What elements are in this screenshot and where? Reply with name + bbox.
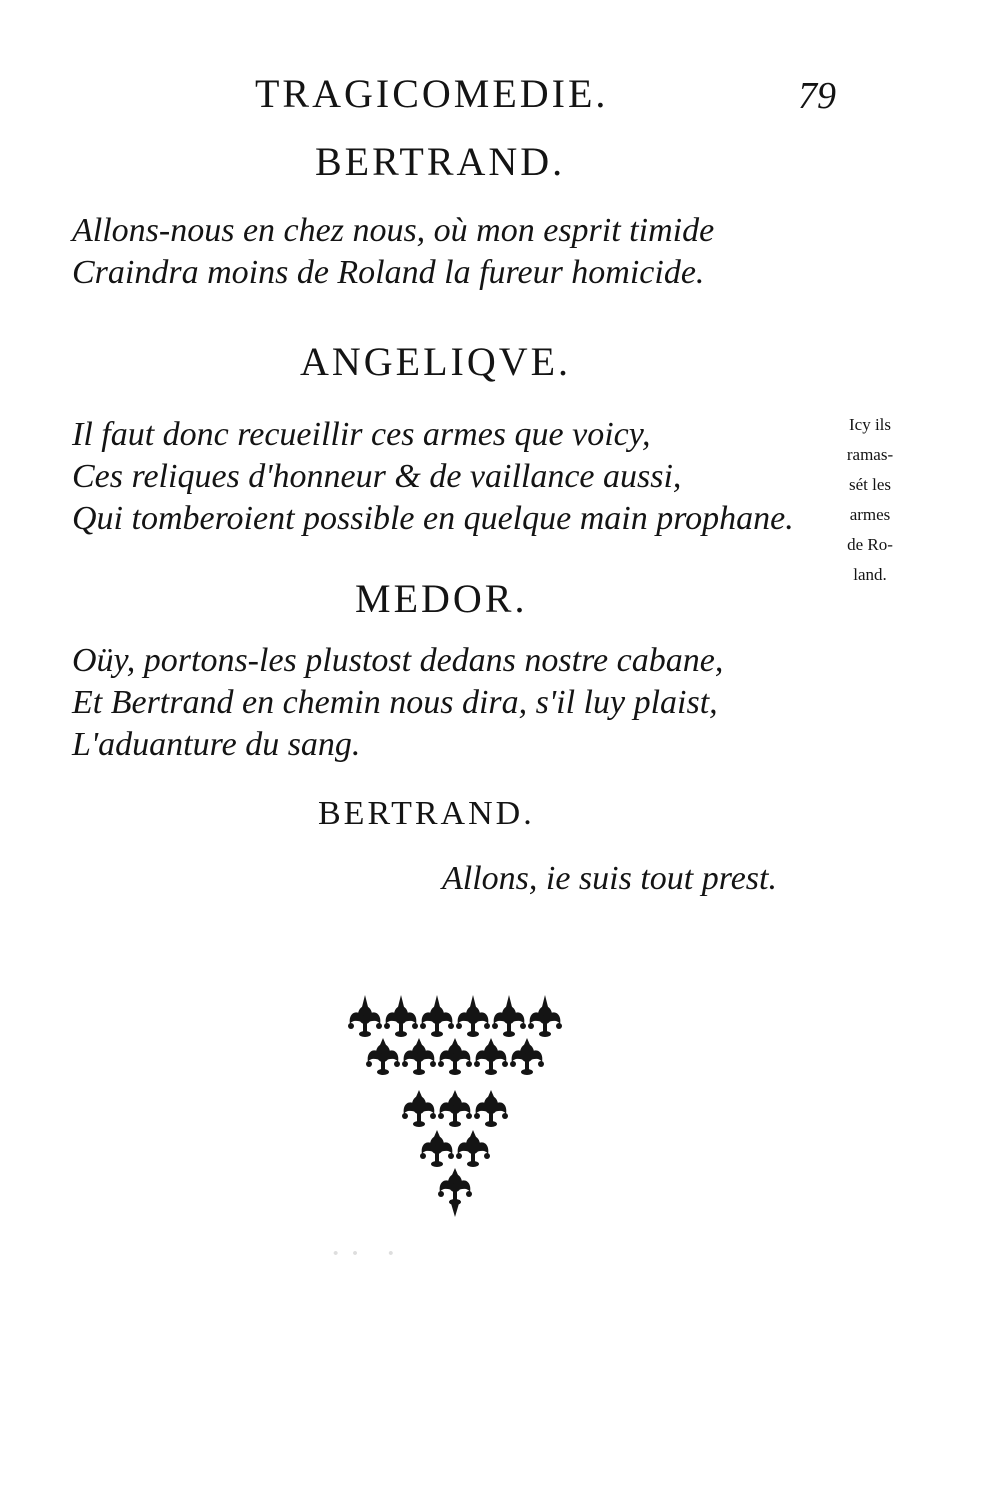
speech-medor <box>72 640 723 766</box>
fleuron <box>528 995 562 1037</box>
verse-line: Craindra moins de Roland la fureur homicide. <box>72 254 705 291</box>
fleuron <box>366 1038 400 1075</box>
margin-note-line: de Ro- <box>847 535 893 554</box>
fleuron <box>438 1168 472 1205</box>
margin-note-line: ramas- <box>846 445 894 464</box>
speech-bertrand-2 <box>442 858 777 900</box>
verse-line: Ces reliques d'honneur & de vaillance aussi, <box>72 458 682 495</box>
speaker-bertrand: BERTRAND. <box>315 139 566 184</box>
fleuron <box>348 995 382 1037</box>
running-head: TRAGICOMEDIE. <box>255 71 609 116</box>
fleuron <box>456 995 490 1037</box>
margin-note-line: Icy ils <box>848 415 892 434</box>
fleuron-ornament <box>340 995 570 1220</box>
fleuron <box>474 1090 508 1127</box>
fleuron <box>420 1130 454 1167</box>
fleuron-tip <box>450 1200 460 1217</box>
margin-note <box>830 410 910 590</box>
margin-note-line: armes <box>849 505 891 524</box>
speaker-angelique: ANGELIQVE. <box>300 339 572 384</box>
fleuron <box>420 995 454 1037</box>
verse-line: Allons-nous en chez nous, où mon esprit timide <box>72 212 715 249</box>
speaker-medor: MEDOR. <box>355 576 528 621</box>
fleuron <box>474 1038 508 1075</box>
speech-angelique <box>72 414 794 540</box>
speaker-bertrand-2: BERTRAND. <box>318 795 535 832</box>
verse-line: Il faut donc recueillir ces armes que voicy, <box>72 416 651 453</box>
verse-line: Qui tomberoient possible en quelque main prophane. <box>72 500 794 537</box>
verse-line: Oüy, portons-les plustost dedans nostre cabane, <box>72 642 724 679</box>
verse-line: L'aduanture du sang. <box>72 726 361 763</box>
speech-bertrand-1 <box>72 210 714 294</box>
verse-line: Allons, ie suis tout prest. <box>442 860 777 897</box>
margin-note-line: land. <box>853 565 887 584</box>
fleuron <box>456 1130 490 1167</box>
fleuron <box>438 1038 472 1075</box>
bleed-through-mark: ·· · <box>330 1235 405 1272</box>
fleuron <box>438 1090 472 1127</box>
verse-line: Et Bertrand en chemin nous dira, s'il luy plaist, <box>72 684 718 721</box>
margin-note-line: sét les <box>848 475 892 494</box>
fleuron <box>492 995 526 1037</box>
page-number: 79 <box>798 75 836 117</box>
fleuron <box>402 1038 436 1075</box>
fleuron <box>510 1038 544 1075</box>
fleuron <box>402 1090 436 1127</box>
fleuron <box>384 995 418 1037</box>
